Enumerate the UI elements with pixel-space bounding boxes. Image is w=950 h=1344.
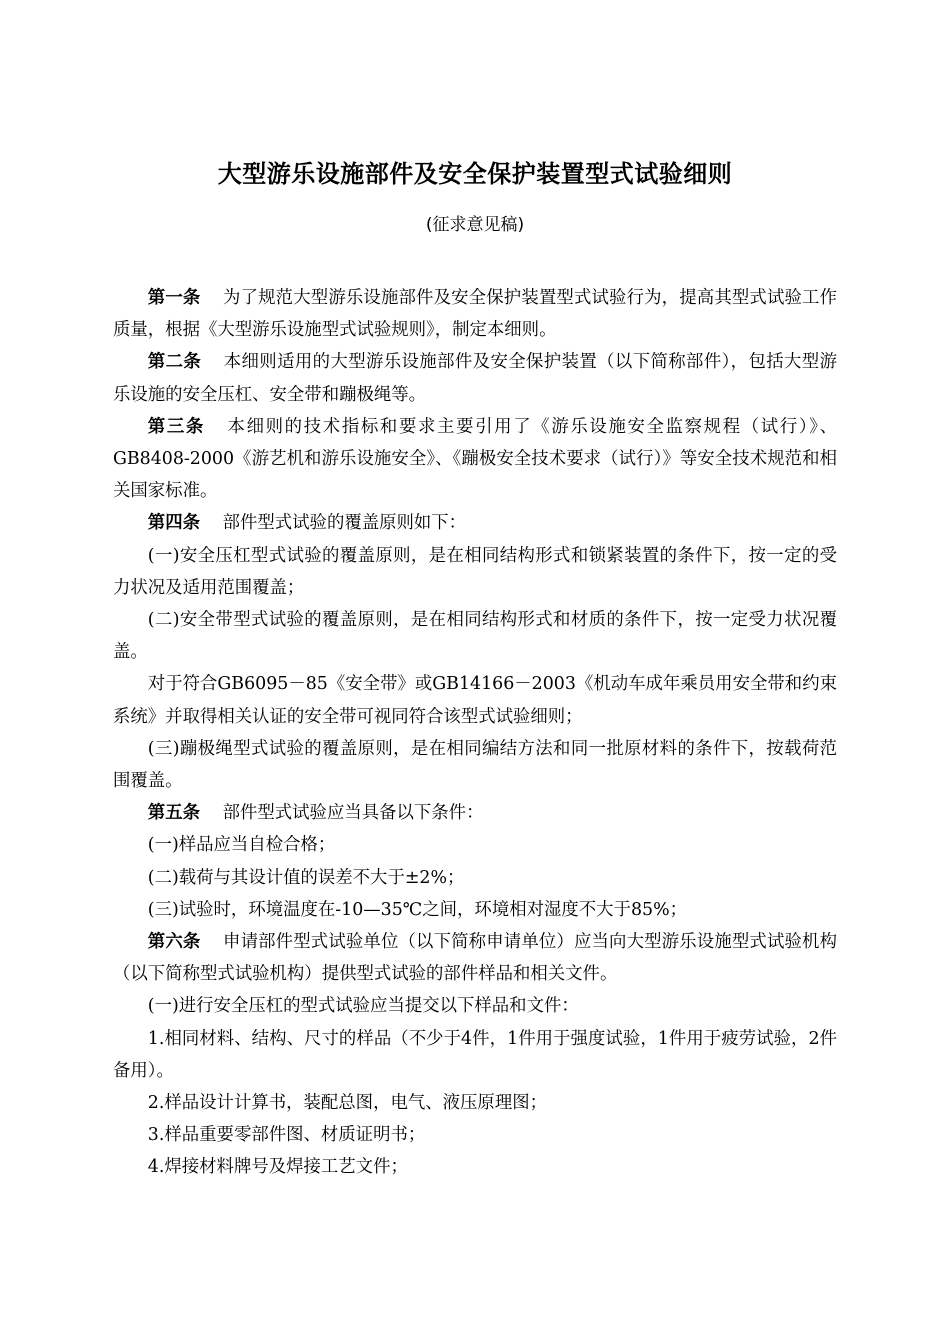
paragraph [113,668,837,732]
paragraph-text: 本细则的技术指标和要求主要引用了《游乐设施安全监察规程（试行）》、GB8408-2000《游艺机和游乐设施安全》、《蹦极安全技术要求（试行）》等安全技术规范和相关国家标准。 [113,416,837,502]
paragraph [113,829,837,861]
paragraph [113,1151,837,1183]
paragraph [113,540,837,604]
paragraph [113,862,837,894]
paragraph [113,1087,837,1119]
article-label: 第五条 [147,803,200,824]
article-label: 第一条 [147,288,201,308]
paragraph-text: (一)安全压杠型式试验的覆盖原则，是在相同结构形式和锁紧装置的条件下，按一定的受力状况及适用范围覆盖； [113,545,837,598]
article-label: 第三条 [147,416,205,437]
paragraph-text: (一)进行安全压杠的型式试验应当提交以下样品和文件： [147,996,579,1017]
paragraph [113,411,837,508]
article-label: 第四条 [147,513,200,534]
paragraph [113,733,837,797]
paragraph [113,604,837,668]
paragraph-text: 1.相同材料、结构、尺寸的样品（不少于4件，1件用于强度试验，1件用于疲劳试验，2件备用）。 [113,1028,837,1081]
paragraph-text: (三)蹦极绳型式试验的覆盖原则，是在相同编结方法和同一批原材料的条件下，按载荷范围覆盖。 [113,738,837,792]
paragraph-text: (二)安全带型式试验的覆盖原则，是在相同结构形式和材质的条件下，按一定受力状况覆盖。 [113,610,837,663]
paragraph-text: (二)载荷与其设计值的误差不大于±2%； [147,867,465,888]
paragraph [113,507,837,539]
paragraph [113,282,837,346]
paragraph [113,990,837,1022]
paragraph [113,1023,837,1087]
paragraph-text: 2.样品设计计算书，装配总图，电气、液压原理图； [147,1093,547,1114]
paragraph-text: 4.焊接材料牌号及焊接工艺文件； [147,1157,408,1178]
paragraph-text: (一)样品应当自检合格； [147,835,336,856]
paragraph-text: 申请部件型式试验单位（以下简称申请单位）应当向大型游乐设施型式试验机构（以下简称型式试验机构）提供型式试验的部件样品和相关文件。 [113,932,837,985]
article-label: 第二条 [147,352,202,373]
document-subtitle: (征求意见稿) [425,215,525,235]
document-body [113,282,837,1184]
paragraph [113,1119,837,1151]
paragraph-text: 部件型式试验的覆盖原则如下： [222,513,467,534]
paragraph-text: 为了规范大型游乐设施部件及安全保护装置型式试验行为，提高其型式试验工作质量，根据《大型游乐设施型式试验规则》，制定本细则。 [113,288,837,341]
article-label: 第六条 [147,932,201,953]
paragraph [113,346,837,410]
paragraph [113,926,837,990]
document-title: 大型游乐设施部件及安全保护装置型式试验细则 [217,160,733,188]
paragraph-text: 部件型式试验应当具备以下条件： [222,803,484,824]
paragraph [113,894,837,926]
paragraph-text: 对于符合GB6095－85《安全带》或GB14166－2003《机动车成年乘员用安全带和约束系统》并取得相关认证的安全带可视同符合该型式试验细则； [113,674,837,727]
paragraph-text: 3.样品重要零部件图、材质证明书； [147,1125,426,1146]
paragraph [113,797,837,829]
paragraph-text: 本细则适用的大型游乐设施部件及安全保护装置（以下简称部件），包括大型游乐设施的安全压杠、安全带和蹦极绳等。 [113,352,837,405]
paragraph-text: (三)试验时，环境温度在-10—35℃之间，环境相对湿度不大于85%； [147,899,687,920]
